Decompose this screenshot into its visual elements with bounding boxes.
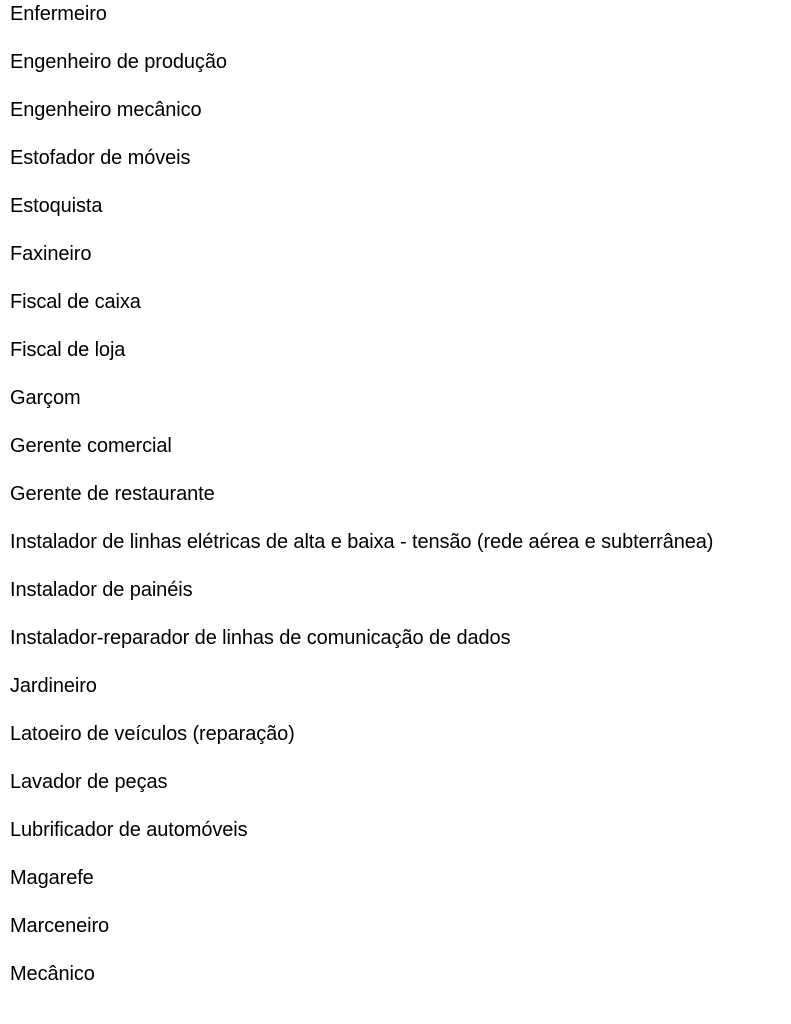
list-item: Latoeiro de veículos (reparação) [10, 723, 295, 745]
list-item: Jardineiro [10, 675, 97, 697]
list-item: Engenheiro de produção [10, 51, 227, 73]
list-item: Marceneiro [10, 915, 110, 937]
list-item: Fiscal de caixa [10, 291, 141, 313]
list-item: Instalador de linhas elétricas de alta e baixa - tensão (rede aérea e subterrânea) [10, 531, 714, 553]
list-item: Fiscal de loja [10, 339, 126, 361]
list-item: Lavador de peças [10, 771, 168, 793]
list-item: Engenheiro mecânico [10, 99, 202, 121]
list-item: Estofador de móveis [10, 147, 191, 169]
list-item: Instalador-reparador de linhas de comunicação de dados [10, 627, 511, 649]
list-item: Mecânico [10, 963, 95, 985]
list-item: Gerente de restaurante [10, 483, 215, 505]
list-item: Lubrificador de automóveis [10, 819, 248, 841]
occupation-list [10, 2, 713, 1010]
list-item: Enfermeiro [10, 3, 107, 25]
list-item: Faxineiro [10, 243, 92, 265]
list-item: Magarefe [10, 867, 94, 889]
list-item: Garçom [10, 387, 81, 409]
list-item: Instalador de painéis [10, 579, 193, 601]
list-item: Estoquista [10, 195, 103, 217]
list-item: Gerente comercial [10, 435, 172, 457]
